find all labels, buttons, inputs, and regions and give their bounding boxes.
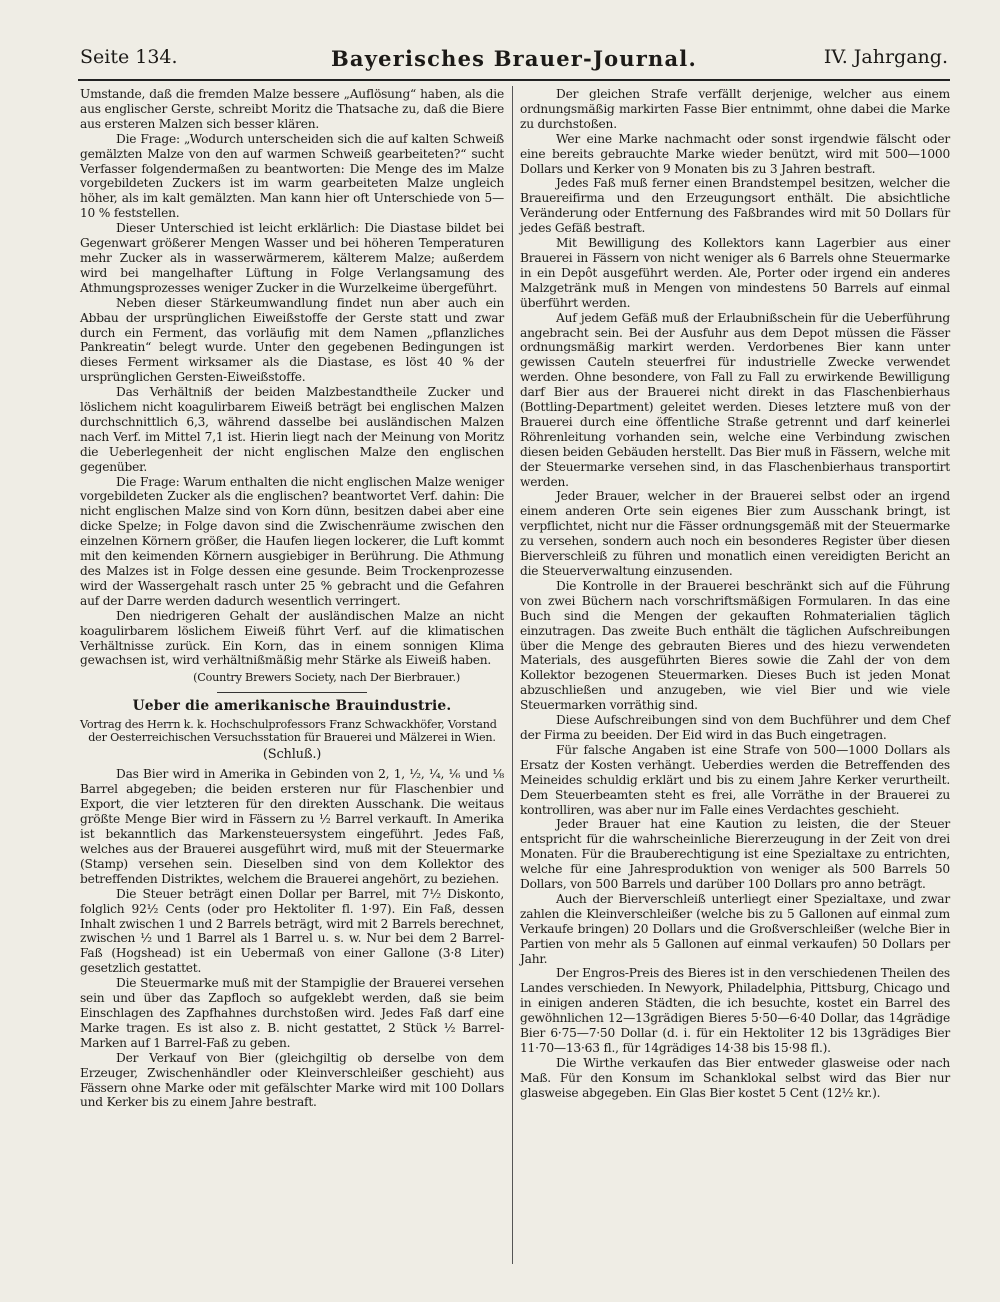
paragraph: Auf jedem Gefäß muß der Erlaubnißschein für die Ueberführung angebracht sein. Bei der Ausfuhr aus dem Depot müssen die Fässer ordnungsmäßig markirt werden. Verdorbenes Bier kann unter gewissen Cauteln steuerfrei für industrielle Zwecke verwendet werden. Ohne besondere, von Fall zu Fall zu erwirkende Bewilligung darf Bier aus der Brauerei nicht direkt in das Flaschenbierhaus (Bottling-Department) geleitet werden. Dieses letztere muß von der Brauerei durch eine öffentliche Straße getrennt und darf keinerlei Röhrenleitung vorhanden sein, welche eine Verbindung zwischen diesen beiden Gebäuden herstellt. Das Bier muß in Fässern, welche mit der Steuermarke versehen sind, in das Flaschenbierhaus transportirt werden.	[520, 310, 950, 489]
header-rule	[78, 79, 950, 81]
paragraph: Der gleichen Strafe verfällt derjenige, welcher aus einem ordnungsmäßig markirten Fasse Bier entnimmt, ohne dabei die Marke zu durchstoßen.	[520, 87, 950, 131]
paragraph: Die Steuermarke muß mit der Stampiglie der Brauerei versehen sein und über das Zapfloch so aufgeklebt werden, daß sie beim Einschlagen des Zapfhahnes durchstoßen wird. Jedes Faß darf eine Marke tragen. Es ist also z. B. nicht gestattet, 2 Stück ½ Barrel-Marken auf 1 Barrel-Faß zu geben.	[80, 976, 504, 1050]
volume-label: IV. Jahrgang.	[823, 46, 948, 68]
paragraph: Jeder Brauer hat eine Kaution zu leisten, die der Steuer entspricht für die wahrscheinliche Biererzeugung in der Zeit von drei Monaten. Für die Brauberechtigung ist eine Spezialtaxe zu entrichten, welche für eine Jahresproduktion von weniger als 500 Barrels 50 Dollars, von 500 Barrels und darüber 100 Dollars pro anno beträgt.	[520, 817, 950, 892]
page-number: Seite 134.	[80, 46, 178, 68]
section-separator	[217, 692, 367, 693]
paragraph: Der Verkauf von Bier (gleichgiltig ob derselbe von dem Erzeuger, Zwischenhändler oder Kleinverschleißer geschieht) aus Fässern ohne Marke oder mit gefälschter Marke wird mit 100 Dollars und Kerker bis zu einem Jahre bestraft.	[80, 1050, 504, 1110]
paragraph: Das Bier wird in Amerika in Gebinden von 2, 1, ½, ¼, ⅙ und ⅛ Barrel abgegeben; die beiden ersteren nur für Flaschenbier und Export, die vier letzteren für den direkten Ausschank. Die weitaus größte Menge Bier wird in Fässern zu ½ Barrel verkauft. In Amerika ist bekanntlich das Markensteuersystem eingeführt. Jedes Faß, welches aus der Brauerei ausgeführt wird, muß mit der Steuermarke (Stamp) versehen sein. Dieselben sind von dem Kollektor des betreffenden Distriktes, welchem die Brauerei angehört, zu beziehen.	[80, 767, 504, 886]
journal-title: Bayerisches Brauer-Journal.	[330, 46, 697, 71]
paragraph: Auch der Bierverschleiß unterliegt einer Spezialtaxe, und zwar zahlen die Kleinverschleißer (welche bis zu 5 Gallonen auf einmal zum Verkaufe bringen) 20 Dollars und die Großverschleißer (welche Bier in Partien von mehr als 5 Gallonen auf einmal verkaufen) 50 Dollars per Jahr.	[520, 891, 950, 966]
right-column	[520, 87, 950, 1101]
article-title: Ueber die amerikanische Brauindustrie.	[132, 698, 452, 715]
article-byline-affiliation: der Oesterreichischen Versuchsstation für Brauerei und Mälzerei in Wien.	[88, 731, 496, 745]
paragraph: Den niedrigeren Gehalt der ausländischen Malze an nicht koagulirbarem löslichem Eiweiß führt Verf. auf die klimatischen Verhältnisse zurück. Ein Korn, das in einem sonnigen Klima gewachsen ist, wird verhältnißmäßig mehr Stärke als Eiweiß haben.	[80, 608, 504, 668]
paragraph: Die Kontrolle in der Brauerei beschränkt sich auf die Führung von zwei Büchern nach vorschriftsmäßigen Formularen. In das eine Buch sind die Mengen der gekauften Rohmaterialien täglich einzutragen. Das zweite Buch enthält die täglichen Aufschreibungen über die Menge des gebrauten Bieres und des hiezu verwendeten Materials, des ausgeführten Bieres sowie die Zahl der von dem Kollektor bezogenen Steuermarken. Dieses Buch ist jeden Monat abzuschließen und anzugeben, wie viel Bier und wie viele Steuermarken vorräthig sind.	[520, 578, 950, 713]
column-divider	[512, 86, 513, 1264]
paragraph: Die Frage: „Wodurch unterscheiden sich die auf kalten Schweiß gemälzten Malze von den auf warmen Schweiß gearbeiteten?“ sucht Verfasser folgendermaßen zu beantworten: Die Menge des im Malze vorgebildeten Zuckers ist im warm gearbeiteten Malze ungleich höher, als im kalt gemälzten. Man kann hier oft Unterschiede von 5—10 % feststellen.	[80, 131, 504, 221]
paragraph: Umstande, daß die fremden Malze bessere „Auflösung“ haben, als die aus englischer Gerste, schreibt Moritz die Thatsache zu, daß die Biere aus ersteren Malzen sich besser klären.	[80, 87, 504, 131]
conclusion-marker: (Schluß.)	[262, 746, 322, 762]
source-citation: (Country Brewers Society, nach Der Bierbrauer.)	[193, 671, 460, 685]
paragraph: Die Wirthe verkaufen das Bier entweder glasweise oder nach Maß. Für den Konsum im Schanklokal selbst wird das Bier nur glasweise abgegeben. Ein Glas Bier kostet 5 Cent (12½ kr.).	[520, 1055, 950, 1100]
paragraph: Das Verhältniß der beiden Malzbestandtheile Zucker und löslichem nicht koagulirbarem Eiweiß beträgt bei englischen Malzen durchschnittlich 6,3, während dasselbe bei ausländischen Malzen nach Verf. im Mittel 7,1 ist. Hierin liegt nach der Meinung von Moritz die Ueberlegenheit der nicht englischen Malze den englischen gegenüber.	[80, 385, 504, 474]
paragraph: Für falsche Angaben ist eine Strafe von 500—1000 Dollars als Ersatz der Kosten verhängt. Ueberdies werden die Betreffenden des Meineides schuldig erklärt und bis zu einem Jahre Kerker verurtheilt. Dem Steuerbeamten steht es frei, alle Vorräthe in der Brauerei zu kontrolliren, was aber nur im Falle eines Verdachtes geschieht.	[520, 742, 950, 817]
paragraph: Die Steuer beträgt einen Dollar per Barrel, mit 7½ Diskonto, folglich 92½ Cents (oder pro Hektoliter fl. 1·97). Ein Faß, dessen Inhalt zwischen 1 und 2 Barrels beträgt, wird mit 2 Barrels berechnet, zwischen ½ und 1 Barrel als 1 Barrel u. s. w. Nur bei dem 2 Barrel-Faß (Hogshead) ist ein Uebermaß von einer Gallone (3·8 Liter) gesetzlich gestattet.	[80, 886, 504, 976]
paragraph: Wer eine Marke nachmacht oder sonst irgendwie fälscht oder eine bereits gebrauchte Marke wieder benützt, wird mit 500—1000 Dollars und Kerker von 9 Monaten bis zu 3 Jahren bestraft.	[520, 131, 950, 176]
article-byline: Vortrag des Herrn k. k. Hochschulprofessors Franz Schwackhöfer, Vorstand	[80, 718, 497, 732]
paragraph: Die Frage: Warum enthalten die nicht englischen Malze weniger vorgebildeten Zucker als die englischen? beantwortet Verf. dahin: Die nicht englischen Malze sind von Korn dünn, besitzen dabei aber eine dicke Spelze; in Folge davon sind die Zwischenräume zwischen den einzelnen Körnern größer, die Haufen liegen lockerer, die Luft kommt mit den keimenden Körnern ausgiebiger in Berührung. Die Athmung des Malzes ist in Folge dessen eine gesunde. Beim Trockenprozesse wird der Wassergehalt rasch unter 25 % gebracht und die Gefahren auf der Darre werden dadurch wesentlich verringert.	[80, 474, 504, 608]
paragraph: Jedes Faß muß ferner einen Brandstempel besitzen, welcher die Brauereifirma und den Erzeugungsort enthält. Die absichtliche Veränderung oder Entfernung des Faßbrandes wird mit 50 Dollars für jedes Gefäß bestraft.	[520, 176, 950, 236]
paragraph: Der Engros-Preis des Bieres ist in den verschiedenen Theilen des Landes verschieden. In Newyork, Philadelphia, Pittsburg, Chicago und in einigen anderen Städten, die ich besuchte, kostet ein Barrel des gewöhnlichen 12—13grädigen Bieres 5·50—6·40 Dollar, das 14grädige Bier 6·75—7·50 Dollar (d. i. für ein Hektoliter 12 bis 13grädiges Bier 11·70—13·63 fl., für 14grädiges 14·38 bis 15·98 fl.).	[520, 966, 950, 1055]
paragraph: Dieser Unterschied ist leicht erklärlich: Die Diastase bildet bei Gegenwart größerer Mengen Wasser und bei höheren Temperaturen mehr Zucker als in wasserwärmerem, kälterem Malze; außerdem wird bei mangelhafter Lüftung in Folge Verlangsamung des Athmungsprozesses weniger Zucker in die Wurzelkeime übergeführt.	[80, 221, 504, 295]
left-column	[80, 87, 504, 1110]
paragraph: Neben dieser Stärkeumwandlung findet nun aber auch ein Abbau der ursprünglichen Eiweißstoffe der Gerste statt und zwar durch ein Ferment, das vorläufig mit dem Namen „pflanzliches Pankreatin“ belegt wurde. Unter den gegebenen Bedingungen ist dieses Ferment wirksamer als die Diastase, es löst 40 % der ursprünglichen Gersten-Eiweißstoffe.	[80, 295, 504, 385]
paragraph: Mit Bewilligung des Kollektors kann Lagerbier aus einer Brauerei in Fässern von nicht weniger als 6 Barrels ohne Steuermarke in ein Depôt ausgeführt werden. Ale, Porter oder irgend ein anderes Malzgetränk muß in Mengen von mindestens 50 Barrels auf einmal überführt werden.	[520, 236, 950, 310]
paragraph: Jeder Brauer, welcher in der Brauerei selbst oder an irgend einem anderen Orte sein eigenes Bier zum Ausschank bringt, ist verpflichtet, nicht nur die Fässer ordnungsgemäß mit der Steuermarke zu versehen, sondern auch noch ein besonderes Register über diesen Bierverschleiß zu führen und monatlich einen vereidigten Bericht an die Steuerverwaltung einzusenden.	[520, 489, 950, 578]
paragraph: Diese Aufschreibungen sind von dem Buchführer und dem Chef der Firma zu beeiden. Der Eid wird in das Buch eingetragen.	[520, 713, 950, 742]
page-header	[80, 46, 948, 76]
